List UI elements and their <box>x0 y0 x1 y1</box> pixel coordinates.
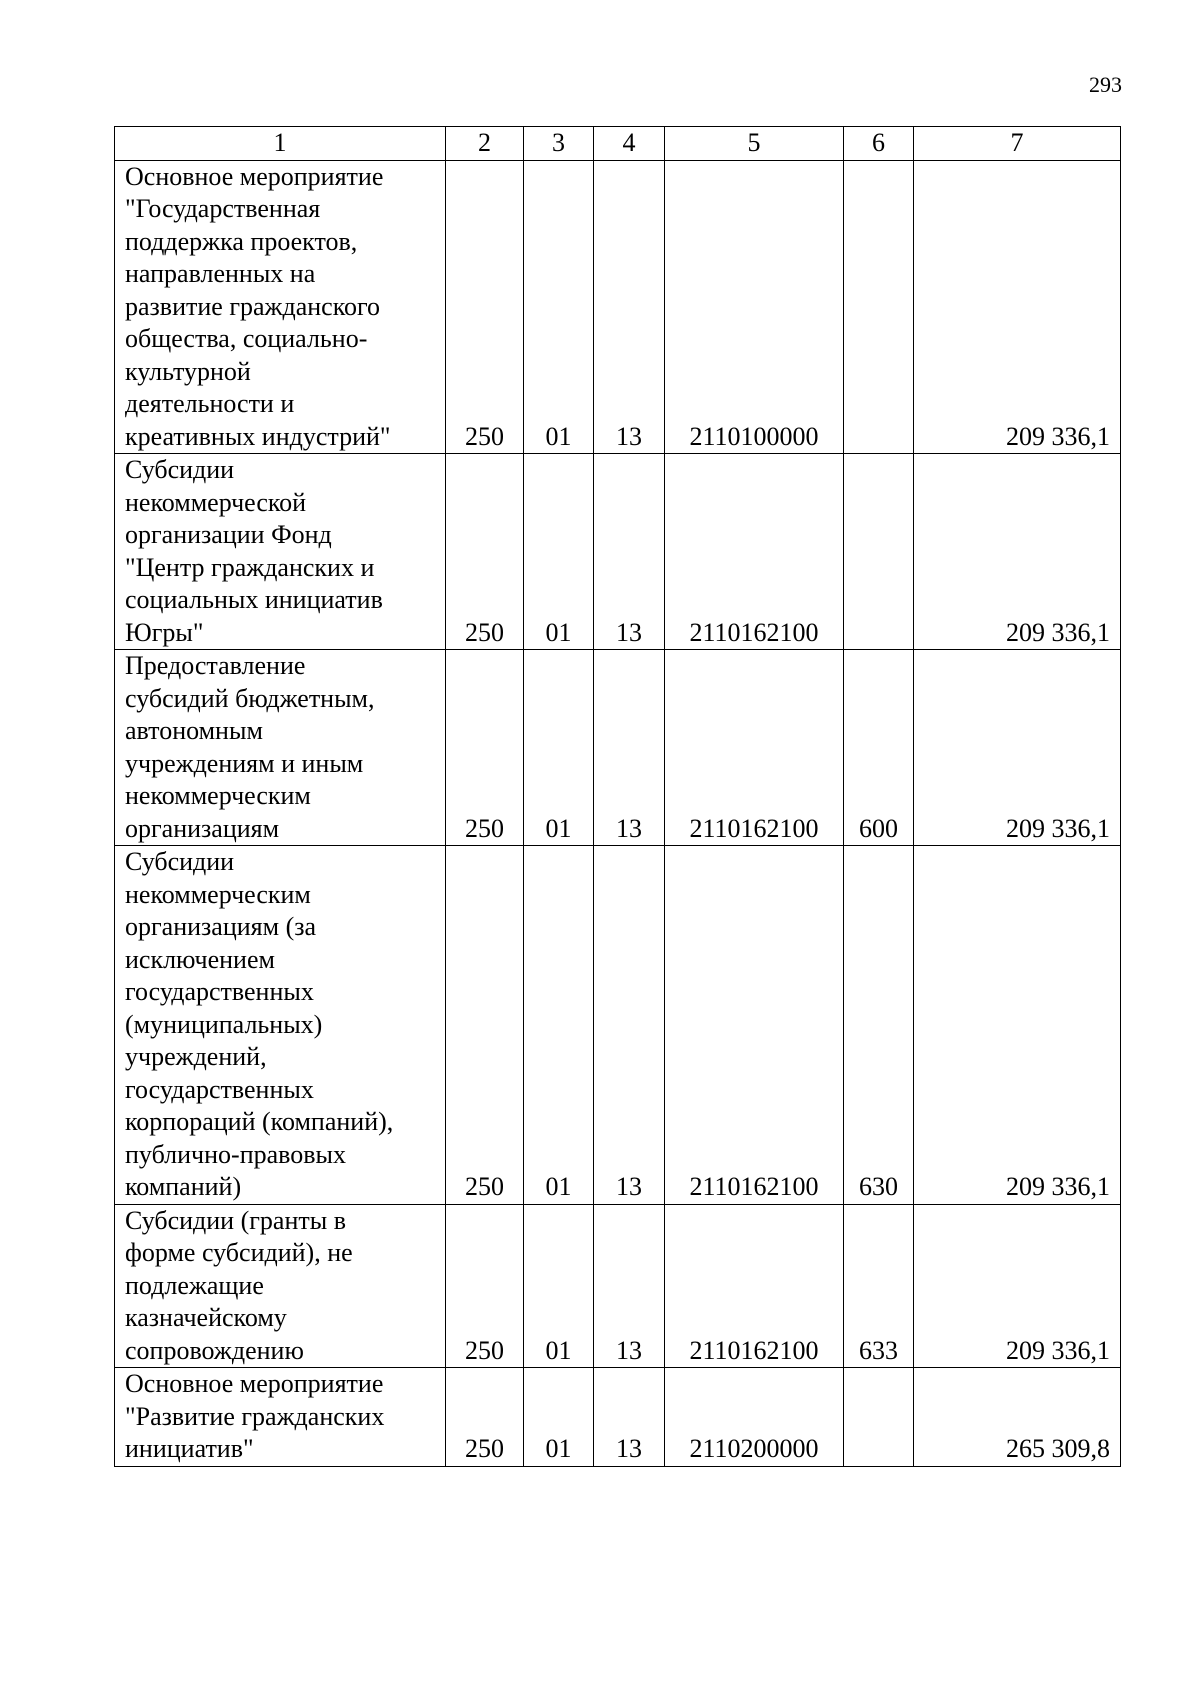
row-col-7: 265 309,8 <box>914 1368 1121 1467</box>
row-name-cell <box>115 1368 446 1467</box>
row-name-cell <box>115 454 446 650</box>
row-col-5: 2110100000 <box>665 160 844 454</box>
row-name: Субсидии некоммерческим организациям (за исключением государственных (муниципальных) учреждений, государственных корпораций (компаний), публично-правовых компаний) <box>125 847 394 1201</box>
row-col-4: 13 <box>594 846 665 1205</box>
row-col-7: 209 336,1 <box>914 1204 1121 1368</box>
row-col-3: 01 <box>524 846 594 1205</box>
table-row <box>115 160 1121 454</box>
row-col-2: 250 <box>446 846 524 1205</box>
row-col-6 <box>844 1368 914 1467</box>
row-col-5: 2110162100 <box>665 650 844 846</box>
row-col-6: 633 <box>844 1204 914 1368</box>
row-name-cell <box>115 1204 446 1368</box>
row-col-5: 2110162100 <box>665 846 844 1205</box>
row-col-7: 209 336,1 <box>914 160 1121 454</box>
row-col-4: 13 <box>594 1368 665 1467</box>
row-name: Субсидии некоммерческой организации Фонд "Центр гражданских и социальных инициатив Югры" <box>125 455 383 647</box>
row-name-cell <box>115 846 446 1205</box>
table-row <box>115 650 1121 846</box>
header-col-5: 5 <box>665 127 844 161</box>
row-name-cell <box>115 160 446 454</box>
row-col-6: 630 <box>844 846 914 1205</box>
table-row <box>115 454 1121 650</box>
row-col-3: 01 <box>524 650 594 846</box>
header-row <box>115 127 1121 161</box>
row-col-2: 250 <box>446 160 524 454</box>
row-col-4: 13 <box>594 160 665 454</box>
row-col-6 <box>844 454 914 650</box>
row-col-5: 2110200000 <box>665 1368 844 1467</box>
header-col-7: 7 <box>914 127 1121 161</box>
row-col-4: 13 <box>594 454 665 650</box>
row-col-2: 250 <box>446 650 524 846</box>
row-name: Основное мероприятие "Государственная поддержка проектов, направленных на развитие гражданского общества, социально- культурной деятельности и креативных индустрий" <box>125 161 391 451</box>
header-col-4: 4 <box>594 127 665 161</box>
row-name: Субсидии (гранты в форме субсидий), не подлежащие казначейскому сопровождению <box>125 1205 353 1365</box>
header-col-2: 2 <box>446 127 524 161</box>
row-col-2: 250 <box>446 1368 524 1467</box>
table-row <box>115 846 1121 1205</box>
page-number: 293 <box>1089 72 1122 97</box>
row-col-2: 250 <box>446 454 524 650</box>
header-col-1: 1 <box>115 127 446 161</box>
row-col-7: 209 336,1 <box>914 846 1121 1205</box>
row-name: Основное мероприятие "Развитие гражданских инициатив" <box>125 1369 385 1463</box>
row-col-2: 250 <box>446 1204 524 1368</box>
row-col-7: 209 336,1 <box>914 454 1121 650</box>
header-col-3: 3 <box>524 127 594 161</box>
budget-table <box>114 126 1121 1467</box>
row-col-4: 13 <box>594 650 665 846</box>
table-row <box>115 1204 1121 1368</box>
row-name-cell <box>115 650 446 846</box>
row-col-5: 2110162100 <box>665 1204 844 1368</box>
row-col-3: 01 <box>524 160 594 454</box>
row-col-4: 13 <box>594 1204 665 1368</box>
table-row <box>115 1368 1121 1467</box>
row-col-5: 2110162100 <box>665 454 844 650</box>
row-col-7: 209 336,1 <box>914 650 1121 846</box>
row-col-3: 01 <box>524 1204 594 1368</box>
row-col-3: 01 <box>524 454 594 650</box>
header-col-6: 6 <box>844 127 914 161</box>
row-col-6 <box>844 160 914 454</box>
row-col-6: 600 <box>844 650 914 846</box>
row-name: Предоставление субсидий бюджетным, автономным учреждениям и иным некоммерческим организациям <box>125 651 375 843</box>
row-col-3: 01 <box>524 1368 594 1467</box>
